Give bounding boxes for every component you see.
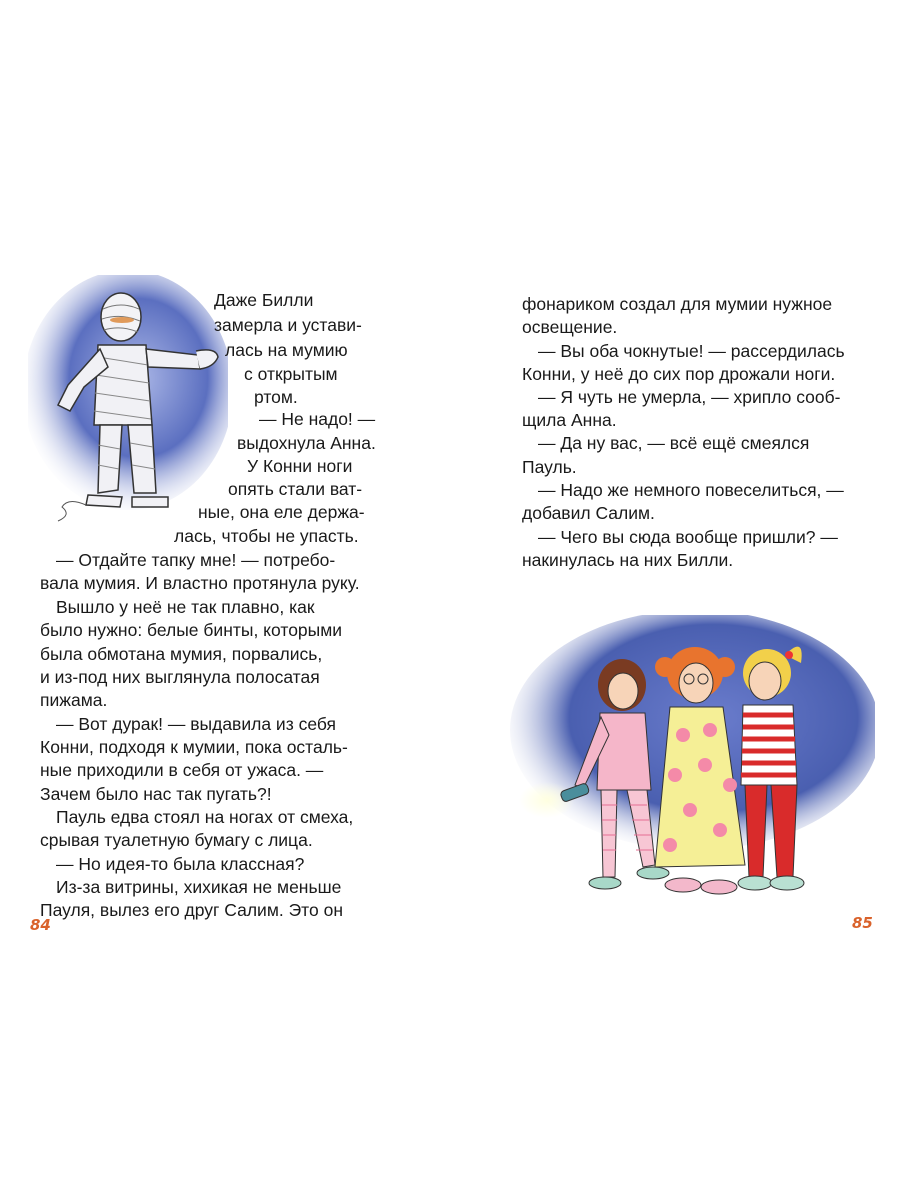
text-line: вала мумия. И властно протянула руку. — [40, 573, 360, 593]
text-line: фонариком создал для мумии нужное — [522, 294, 833, 314]
text-line: — Я чуть не умерла, — хрипло сооб- — [538, 387, 841, 407]
text-line: Пауля, вылез его друг Салим. Это он — [40, 900, 343, 920]
text-line: освещение. — [522, 317, 618, 337]
mummy-illustration — [28, 275, 228, 525]
text-line: Конни, подходя к мумии, пока осталь- — [40, 737, 348, 757]
text-line: замерла и устави- — [214, 315, 362, 335]
text-line: было нужно: белые бинты, которыми — [40, 620, 343, 640]
text-line: — Вот дурак! — выдавила из себя — [56, 714, 336, 734]
page-number-left: 84 — [30, 916, 51, 934]
text-line: Вышло у неё не так плавно, как — [56, 597, 315, 617]
text-line: Конни, у неё до сих пор дрожали ноги. — [522, 364, 836, 384]
text-line: Зачем было нас так пугать?! — [40, 784, 272, 804]
text-line: опять стали ват- — [228, 479, 363, 499]
text-line: щила Анна. — [522, 410, 617, 430]
text-line: лась, чтобы не упасть. — [174, 526, 359, 546]
text-line: — Да ну вас, — всё ещё смеялся — [538, 433, 810, 453]
text-line: Пауль. — [522, 457, 577, 477]
text-line: срывая туалетную бумагу с лица. — [40, 830, 313, 850]
text-line: была обмотана мумия, порвались, — [40, 644, 323, 664]
text-line: — Отдайте тапку мне! — потребо- — [56, 550, 336, 570]
text-line: ные, она еле держа- — [198, 502, 365, 522]
text-line: У Конни ноги — [247, 456, 353, 476]
text-line: ные приходили в себя от ужаса. — — [40, 760, 324, 780]
text-line: — Не надо! — — [259, 409, 376, 429]
text-line: ртом. — [254, 387, 298, 407]
text-line: добавил Салим. — [522, 503, 655, 523]
text-line: накинулась на них Билли. — [522, 550, 734, 570]
three-girls-flashlight-illustration — [505, 615, 875, 910]
text-line: — Но идея-то была классная? — [56, 854, 305, 874]
page-number-right: 85 — [852, 914, 873, 932]
text-line: пижама. — [40, 690, 108, 710]
text-line: — Вы оба чокнутые! — рассердилась — [538, 341, 845, 361]
text-line: лась на мумию — [225, 340, 348, 360]
text-line: Даже Билли — [214, 290, 314, 310]
text-line: с открытым — [244, 364, 338, 384]
text-line: и из-под них выглянула полосатая — [40, 667, 320, 687]
text-line: — Чего вы сюда вообще пришли? — — [538, 527, 838, 547]
text-line: выдохнула Анна. — [237, 433, 376, 453]
text-line: — Надо же немного повеселиться, — — [538, 480, 844, 500]
text-line: Пауль едва стоял на ногах от смеха, — [56, 807, 354, 827]
text-line: Из-за витрины, хихикая не меньше — [56, 877, 342, 897]
